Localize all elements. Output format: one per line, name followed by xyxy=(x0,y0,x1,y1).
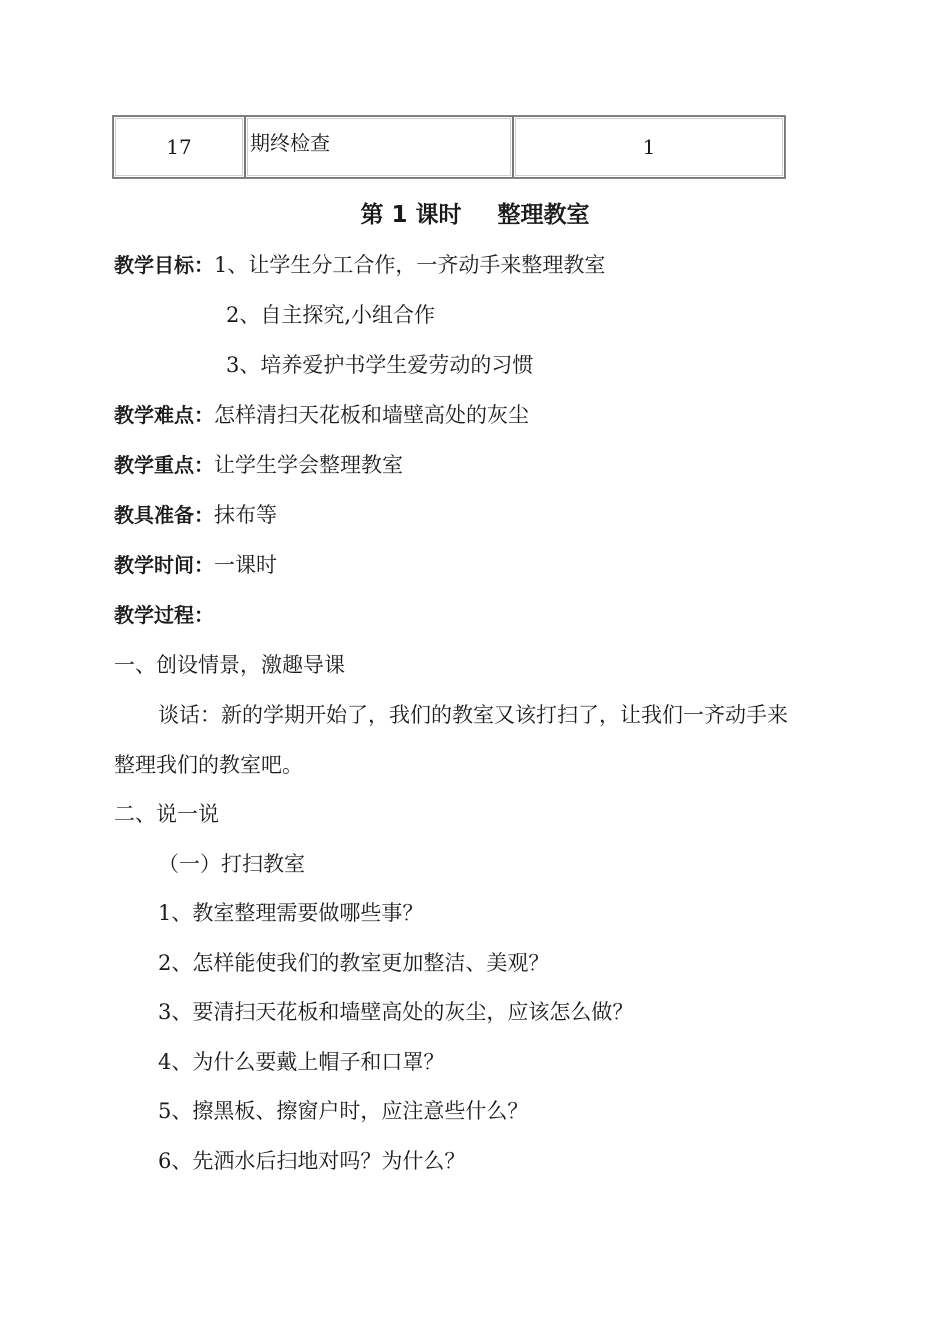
lesson-title xyxy=(0,196,950,229)
activity-name-cell: 期终检查 xyxy=(245,116,513,178)
section2-subheading: （一）打扫教室 xyxy=(158,852,305,876)
materials-row xyxy=(114,501,277,529)
goal-item: 1、让学生分工合作，一齐动手来整理教室 xyxy=(214,253,606,277)
question-item: 4、为什么要戴上帽子和口罩？ xyxy=(158,1050,445,1074)
duration-text: 一课时 xyxy=(214,553,277,577)
focus-text: 让学生学会整理教室 xyxy=(214,453,403,477)
focus-label: 教学重点： xyxy=(114,453,214,477)
difficulty-text: 怎样清扫天花板和墙壁高处的灰尘 xyxy=(214,403,529,427)
process-row xyxy=(114,601,214,629)
goal-item: 3、培养爱护书学生爱劳动的习惯 xyxy=(226,353,534,377)
question-item: 5、擦黑板、擦窗户时，应注意些什么？ xyxy=(158,1099,529,1123)
table-row xyxy=(113,116,785,178)
section2-heading: 二、说一说 xyxy=(114,802,219,826)
talk-line: 整理我们的教室吧。 xyxy=(114,753,303,777)
schedule-table xyxy=(112,115,786,179)
lesson-number: 第 1 课时 xyxy=(360,202,462,228)
question-item: 6、先洒水后扫地对吗？为什么？ xyxy=(158,1149,466,1173)
goal-item: 2、自主探究,小组合作 xyxy=(226,303,436,327)
week-number-cell: 17 xyxy=(113,116,245,178)
focus-row xyxy=(114,451,403,479)
difficulty-label: 教学难点： xyxy=(114,403,214,427)
section1-heading: 一、创设情景，激趣导课 xyxy=(114,653,345,677)
goals-label: 教学目标： xyxy=(114,253,214,277)
goals-row xyxy=(114,251,605,279)
materials-label: 教具准备： xyxy=(114,503,214,527)
question-item: 1、教室整理需要做哪些事？ xyxy=(158,901,424,925)
materials-text: 抹布等 xyxy=(214,503,277,527)
talk-line: 谈话：新的学期开始了，我们的教室又该打扫了，让我们一齐动手来 xyxy=(158,703,788,727)
duration-label: 教学时间： xyxy=(114,553,214,577)
process-label: 教学过程： xyxy=(114,603,214,627)
question-item: 3、要清扫天花板和墙壁高处的灰尘，应该怎么做？ xyxy=(158,1000,634,1024)
duration-row xyxy=(114,551,277,579)
difficulty-row xyxy=(114,401,529,429)
lesson-topic: 整理教室 xyxy=(497,202,590,228)
hours-cell: 1 xyxy=(513,116,785,178)
question-item: 2、怎样能使我们的教室更加整洁、美观？ xyxy=(158,951,550,975)
